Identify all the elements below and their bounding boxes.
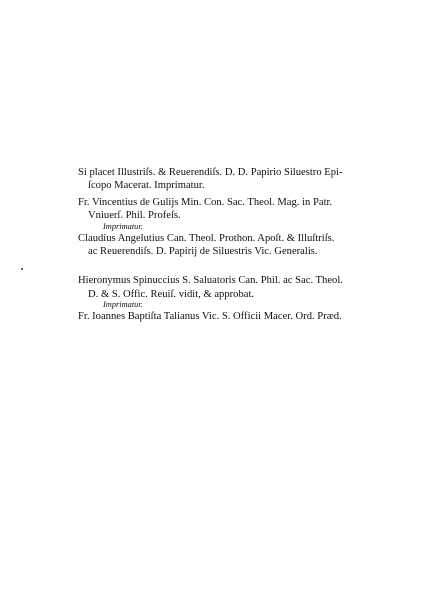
entry-4-line-1: Hieronymus Spinuccius S. Saluatoris Can. Phil. ac Sac. Theol. xyxy=(78,275,343,287)
entry-3-line-1: Claudius Angelutius Can. Theol. Prothon. Apoſt. & Illuſtriſs. xyxy=(78,232,335,244)
entry-4-imprimatur: Imprimatur. xyxy=(103,300,143,310)
entry-1-line-2: ſcopo Macerat. Imprimatur. xyxy=(88,180,205,192)
entry-1-line-1: Si placet Illustriſs. & Reuerendiſs. D. D. Papirio Siluestro Epi- xyxy=(78,167,343,178)
entry-4-line-2: D. & S. Offic. Reuiſ. vidit, & approbat. xyxy=(88,288,255,300)
entry-2-line-2: Vniuerſ. Phil. Profeſs. xyxy=(88,210,181,222)
approbation-entry-2 xyxy=(78,196,408,232)
margin-mark xyxy=(21,268,23,270)
entry-5-line-1: Fr. Ioannes Baptiſta Talianus Vic. S. Officii Macer. Ord. Præd. xyxy=(78,311,342,323)
approbation-entry-1 xyxy=(78,166,408,193)
approbation-entry-4 xyxy=(78,274,408,310)
approbation-entry-5 xyxy=(78,310,408,323)
entry-2-line-1: Fr. Vincentius de Gulijs Min. Con. Sac. Theol. Mag. in Patr. xyxy=(78,196,333,208)
entry-2-imprimatur: Imprimatur. xyxy=(103,221,143,231)
spacer xyxy=(78,258,408,274)
approbation-entry-3 xyxy=(78,232,408,259)
entry-3-line-2: ac Reuerendiſs. D. Papirij de Siluestris Vic. Generalis. xyxy=(88,246,318,258)
approbation-block xyxy=(78,166,408,324)
